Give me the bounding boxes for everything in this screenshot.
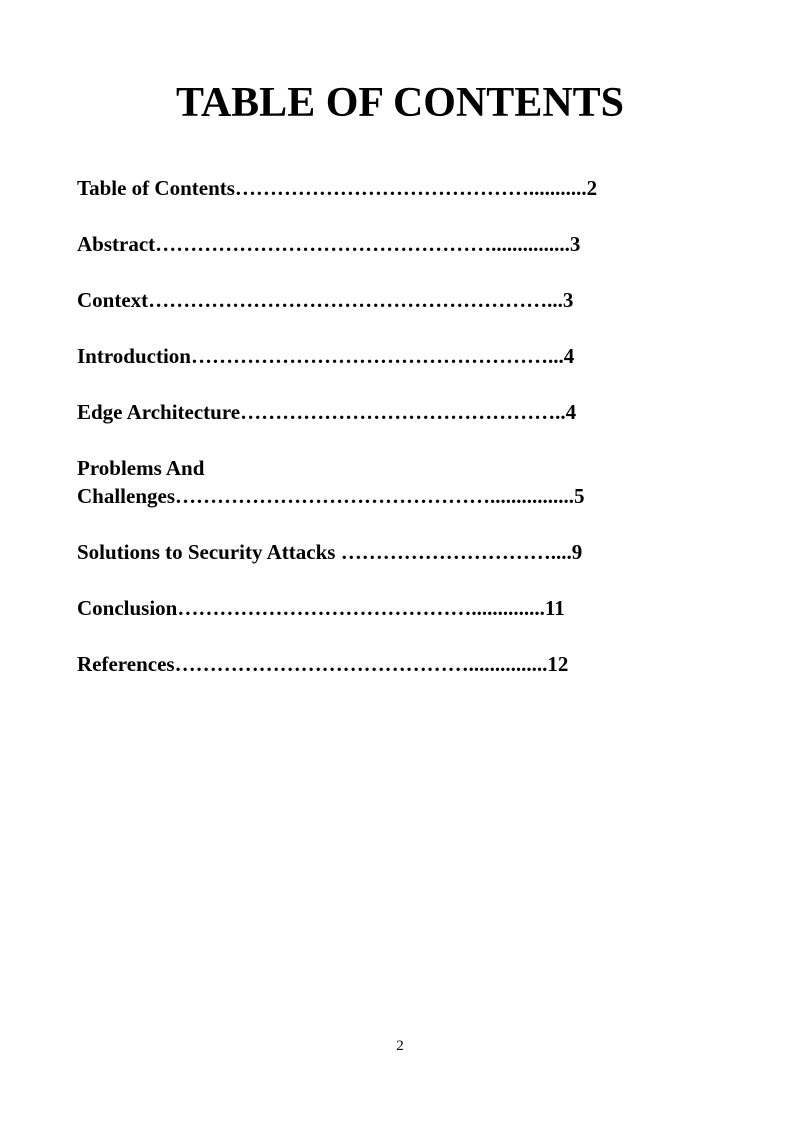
toc-entry-leader: …………………………………………………...: [148, 288, 563, 312]
toc-entry-leader: …………………………………………...............: [155, 232, 570, 256]
toc-entry-leader: ……………………………………..............: [177, 596, 545, 620]
toc-entry-label-line1: Problems And: [77, 456, 205, 480]
toc-entry-page: 2: [586, 176, 598, 200]
toc-entry-page: 3: [569, 232, 581, 256]
toc-entry-label: Challenges: [77, 484, 176, 508]
toc-entry-leader: …………………………....: [340, 540, 572, 564]
toc-entry-page: 11: [544, 596, 565, 620]
toc-entry-label: Abstract: [77, 232, 156, 256]
toc-entry-page: 4: [563, 344, 575, 368]
toc-entry-introduction[interactable]: [77, 342, 757, 370]
toc-entry-leader: ……………………………………...............: [174, 652, 548, 676]
toc-entry-leader: ……………………………………………...: [190, 344, 564, 368]
toc-entry-solutions-to-security-attacks[interactable]: [77, 538, 757, 566]
toc-entry-page: 12: [547, 652, 569, 676]
toc-entry-table-of-contents[interactable]: [77, 174, 757, 202]
toc-entry-page: 3: [562, 288, 574, 312]
toc-entry-abstract[interactable]: [77, 230, 757, 258]
toc-entry-edge-architecture[interactable]: [77, 398, 757, 426]
toc-entry-label: Context: [77, 288, 149, 312]
toc-entry-references[interactable]: [77, 650, 757, 678]
toc-entry-page: 5: [574, 484, 585, 508]
toc-entry-leader: ………………………………………................: [175, 484, 575, 508]
toc-entry-label: Introduction: [77, 344, 191, 368]
toc-entry-page: 9: [571, 540, 583, 564]
table-of-contents-list: [77, 174, 757, 706]
toc-entry-leader: ………………………………………..: [240, 400, 566, 424]
footer-page-number: 2: [396, 1038, 404, 1054]
toc-entry-label: Edge Architecture: [77, 400, 241, 424]
toc-entry-label: Solutions to Security Attacks: [77, 540, 341, 564]
toc-entry-label: References: [77, 652, 175, 676]
toc-entry-label: Table of Contents: [77, 176, 235, 200]
toc-entry-leader: ……………………………………...........: [234, 176, 587, 200]
toc-entry-conclusion[interactable]: [77, 594, 757, 622]
page-title: TABLE OF CONTENTS: [175, 80, 625, 126]
toc-entry-page: 4: [565, 400, 577, 424]
toc-entry-problems-and-challenges[interactable]: [77, 454, 757, 510]
toc-entry-context[interactable]: [77, 286, 757, 314]
toc-entry-label: Conclusion: [77, 596, 178, 620]
